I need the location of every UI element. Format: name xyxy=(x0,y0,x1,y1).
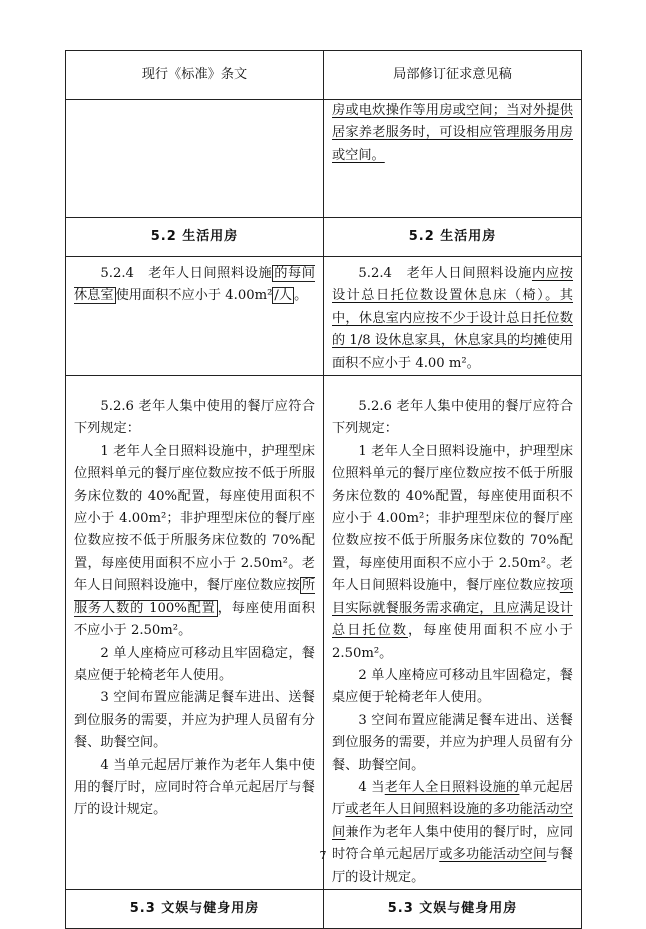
clause-item-1 xyxy=(74,441,315,643)
table-header-row xyxy=(66,51,582,100)
page-number: 7 xyxy=(319,849,327,862)
clause-row-5-2-4 xyxy=(66,257,582,376)
clause-5-2-4-left xyxy=(66,257,324,376)
section-title-left: 5.2 生活用房 xyxy=(66,218,324,257)
cell-continued-text xyxy=(324,100,582,218)
text-run: 5.2.4 老年人日间照料设施 xyxy=(358,266,532,281)
underlined-text: 或多功能活动空间 xyxy=(439,847,547,863)
text-run: 使用面积不应小于 4.00m² xyxy=(115,288,273,304)
clause-item-2: 2 单人座椅应可移动且牢固稳定，餐桌应便于轮椅老年人使用。 xyxy=(332,667,573,706)
clause-5-2-4-right xyxy=(324,257,582,376)
cell-empty xyxy=(66,100,324,218)
table-row xyxy=(66,100,582,218)
text-run: 1 老年人全日照料设施中，护理型床位照料单元的餐厅座位数应按不低于所服务床位数的 40%配置，每座使用面积不应小于 4.00m²；非护理型床位的餐厅座位数应按不低于所服务床位数的 70%配置，每座使用面积不应小于 2.50m²。老年人日间照料设施中，餐厅座位数应按 xyxy=(74,443,315,594)
clause-row-5-2-6 xyxy=(66,376,582,890)
section-title-right: 5.3 文娱与健身用房 xyxy=(324,889,582,928)
boxed-text: 所服务人数的 100%配置 xyxy=(74,578,315,616)
section-title-left: 5.3 文娱与健身用房 xyxy=(66,889,324,928)
text-run: 使用面积不应小于 4.00 m²。 xyxy=(332,333,574,371)
underlined-text: 或老年人日间照料设施的多功能活动空间 xyxy=(332,802,574,840)
clause-text xyxy=(74,263,315,308)
underlined-text: 项目实际就餐服务需求确定，且应满足设计总日托位数 xyxy=(332,578,573,639)
text-run: 1 老年人全日照料设施中，护理型床位照料单元的餐厅座位数应按不低于所服务床位数的 40%配置，每座使用面积不应小于 4.00m²；非护理型床位的餐厅座位数应按不低于所服务床位数的 70%配置，每座使用面积不应小于 2.50m²。老年人日间照料设施中，餐厅座位数应按 xyxy=(332,443,573,594)
clause-item-4: 4 当单元起居厅兼作为老年人集中使用的餐厅时，应同时符合单元起居厅与餐厅的设计规定。 xyxy=(74,757,315,818)
text-run: 。 xyxy=(294,288,308,304)
clause-5-2-6-left xyxy=(66,376,324,890)
clause-item-3: 3 空间布置应能满足餐车进出、送餐到位服务的需要，并应为护理人员留有分餐、助餐空间。 xyxy=(74,690,315,751)
section-title-right: 5.2 生活用房 xyxy=(324,218,582,257)
section-row-5-2 xyxy=(66,218,582,257)
clause-intro: 5.2.6 老年人集中使用的餐厅应符合下列规定： xyxy=(74,399,315,437)
clause-intro: 5.2.6 老年人集中使用的餐厅应符合下列规定： xyxy=(332,399,573,437)
clause-item-3: 3 空间布置应能满足餐车进出、送餐到位服务的需要，并应为护理人员留有分餐、助餐空间。 xyxy=(332,712,573,773)
text-run: 兼作为老年人集中使用的餐厅时，应同时符合单元起居厅 xyxy=(332,824,574,863)
boxed-text: /人 xyxy=(274,288,293,304)
header-current-standard: 现行《标准》条文 xyxy=(66,51,324,100)
clause-item-1 xyxy=(332,441,573,665)
text-run: 5.2.4 老年人日间照料设施 xyxy=(100,266,273,281)
text-run: ，每座使用面积不应小于 2.50m²。 xyxy=(74,600,315,639)
continued-text: 房或电炊操作等用房或空间；当对外提供居家养老服务时，可设相应管理服务用房或空间。 xyxy=(332,103,573,163)
comparison-table xyxy=(65,50,582,929)
clause-5-2-6-right xyxy=(324,376,582,890)
text-run: 单元起居厅 xyxy=(332,779,574,818)
text-run: ，每座使用面积不应小于 2.50m²。 xyxy=(332,623,573,661)
clause-text xyxy=(332,263,573,375)
boxed-text: 的每间休息室 xyxy=(74,266,315,304)
section-row-5-3 xyxy=(66,889,582,928)
underlined-text: 内应按设计总日托位数设置休息床（椅）。其中，休息室内应按不少于设计总日托位数的 1/8 设休息家具，休息家具的均摊 xyxy=(332,266,573,349)
text-run: 与餐厅的设计规定。 xyxy=(332,847,574,885)
header-revision-draft: 局部修订征求意见稿 xyxy=(324,51,582,100)
text-run: 4 当 xyxy=(358,779,385,795)
underlined-text: 老年人全日照料设施的 xyxy=(384,779,520,795)
clause-item-4 xyxy=(332,777,573,889)
clause-item-2: 2 单人座椅应可移动且牢固稳定，餐桌应便于轮椅老年人使用。 xyxy=(74,645,315,683)
